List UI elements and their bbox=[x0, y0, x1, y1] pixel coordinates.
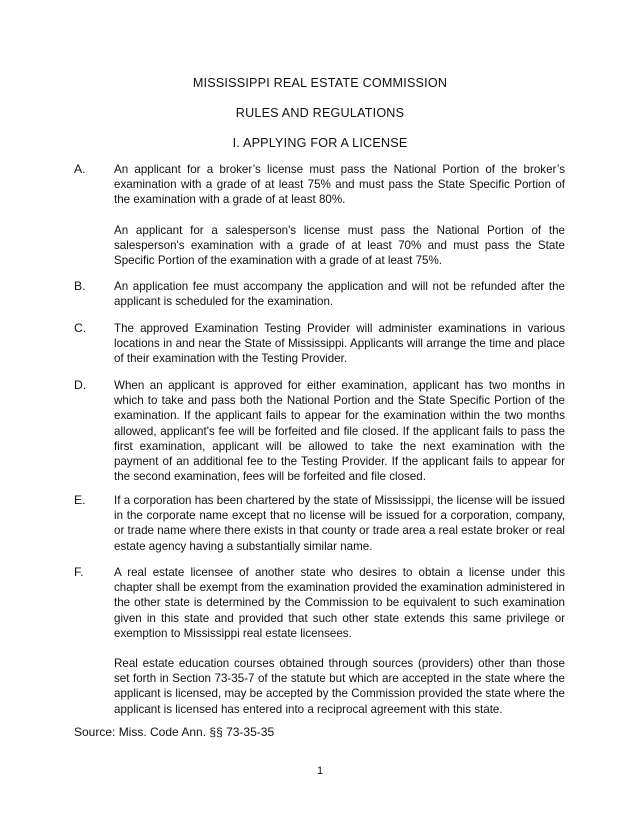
source-citation: Source: Miss. Code Ann. §§ 73-35-35 bbox=[74, 725, 275, 739]
page-number: 1 bbox=[316, 765, 324, 777]
rule-section-e bbox=[74, 493, 565, 554]
document-subtitle: RULES AND REGULATIONS bbox=[235, 106, 405, 120]
section-title: I. APPLYING FOR A LICENSE bbox=[232, 136, 408, 150]
section-letter: A. bbox=[74, 162, 86, 176]
section-paragraph: If a corporation has been chartered by the state of Mississippi, the license will be issued in the corporate name except that no license will be issued for a corporation, company, or trade name where there exists in that county or trade area a real estate broker or real estate agency having a substantially similar name. bbox=[114, 494, 565, 553]
section-letter: B. bbox=[74, 279, 86, 293]
section-letter: D. bbox=[74, 378, 87, 392]
section-letter: F. bbox=[74, 565, 84, 579]
rule-section-c bbox=[74, 321, 565, 367]
commission-title: MISSISSIPPI REAL ESTATE COMMISSION bbox=[192, 76, 448, 90]
section-paragraph: A real estate licensee of another state who desires to obtain a license under this chapter shall be exempt from the examination provided the examination administered in the other state is determined by the Commission to be equivalent to such examination given in this state and provided that such other state extends this same privilege or exemption to Mississippi real estate licensees. bbox=[114, 566, 565, 640]
section-paragraph: Real estate education courses obtained through sources (providers) other than those set forth in Section 73-35-7 of the statute but which are accepted in the state where the applicant is licensed, may be accepted by the Commission provided the state where the applicant is licensed has entered into a reciprocal agreement with this state. bbox=[114, 657, 565, 716]
section-letter: C. bbox=[74, 321, 87, 335]
rule-section-f bbox=[74, 565, 565, 717]
section-paragraph: An applicant for a broker’s license must pass the National Portion of the broker’s examination with a grade of at least 75% and must pass the State Specific Portion of the examination with a grade of at least 80%. bbox=[114, 163, 565, 207]
section-paragraph: An application fee must accompany the application and will not be refunded after the applicant is scheduled for the examination. bbox=[114, 280, 565, 309]
section-paragraph: An applicant for a salesperson's license must pass the National Portion of the salesperson's examination with a grade of at least 70% and must pass the State Specific Portion of the examination with a grade of at least 75%. bbox=[114, 223, 565, 268]
section-paragraph: When an applicant is approved for either examination, applicant has two months in which to take and pass both the National Portion and the State Specific Portion of the examination. If the applicant fails to appear for the examination within the two months allowed, applicant's fee will be forfeited and file closed. If the applicant fails to pass the first examination, applicant will be allowed to take the next examination with the payment of an additional fee to the Testing Provider. If the applicant fails to appear for the second examination, fees will be forfeited and file closed. bbox=[114, 379, 565, 484]
section-paragraph: The approved Examination Testing Provider will administer examinations in various locations in and near the State of Mississippi. Applicants will arrange the time and place of their examination with the Testing Provider. bbox=[114, 322, 565, 366]
rule-section-d bbox=[74, 378, 565, 484]
section-letter: E. bbox=[74, 493, 86, 507]
rule-section-b bbox=[74, 279, 565, 309]
rule-section-a bbox=[74, 162, 565, 268]
